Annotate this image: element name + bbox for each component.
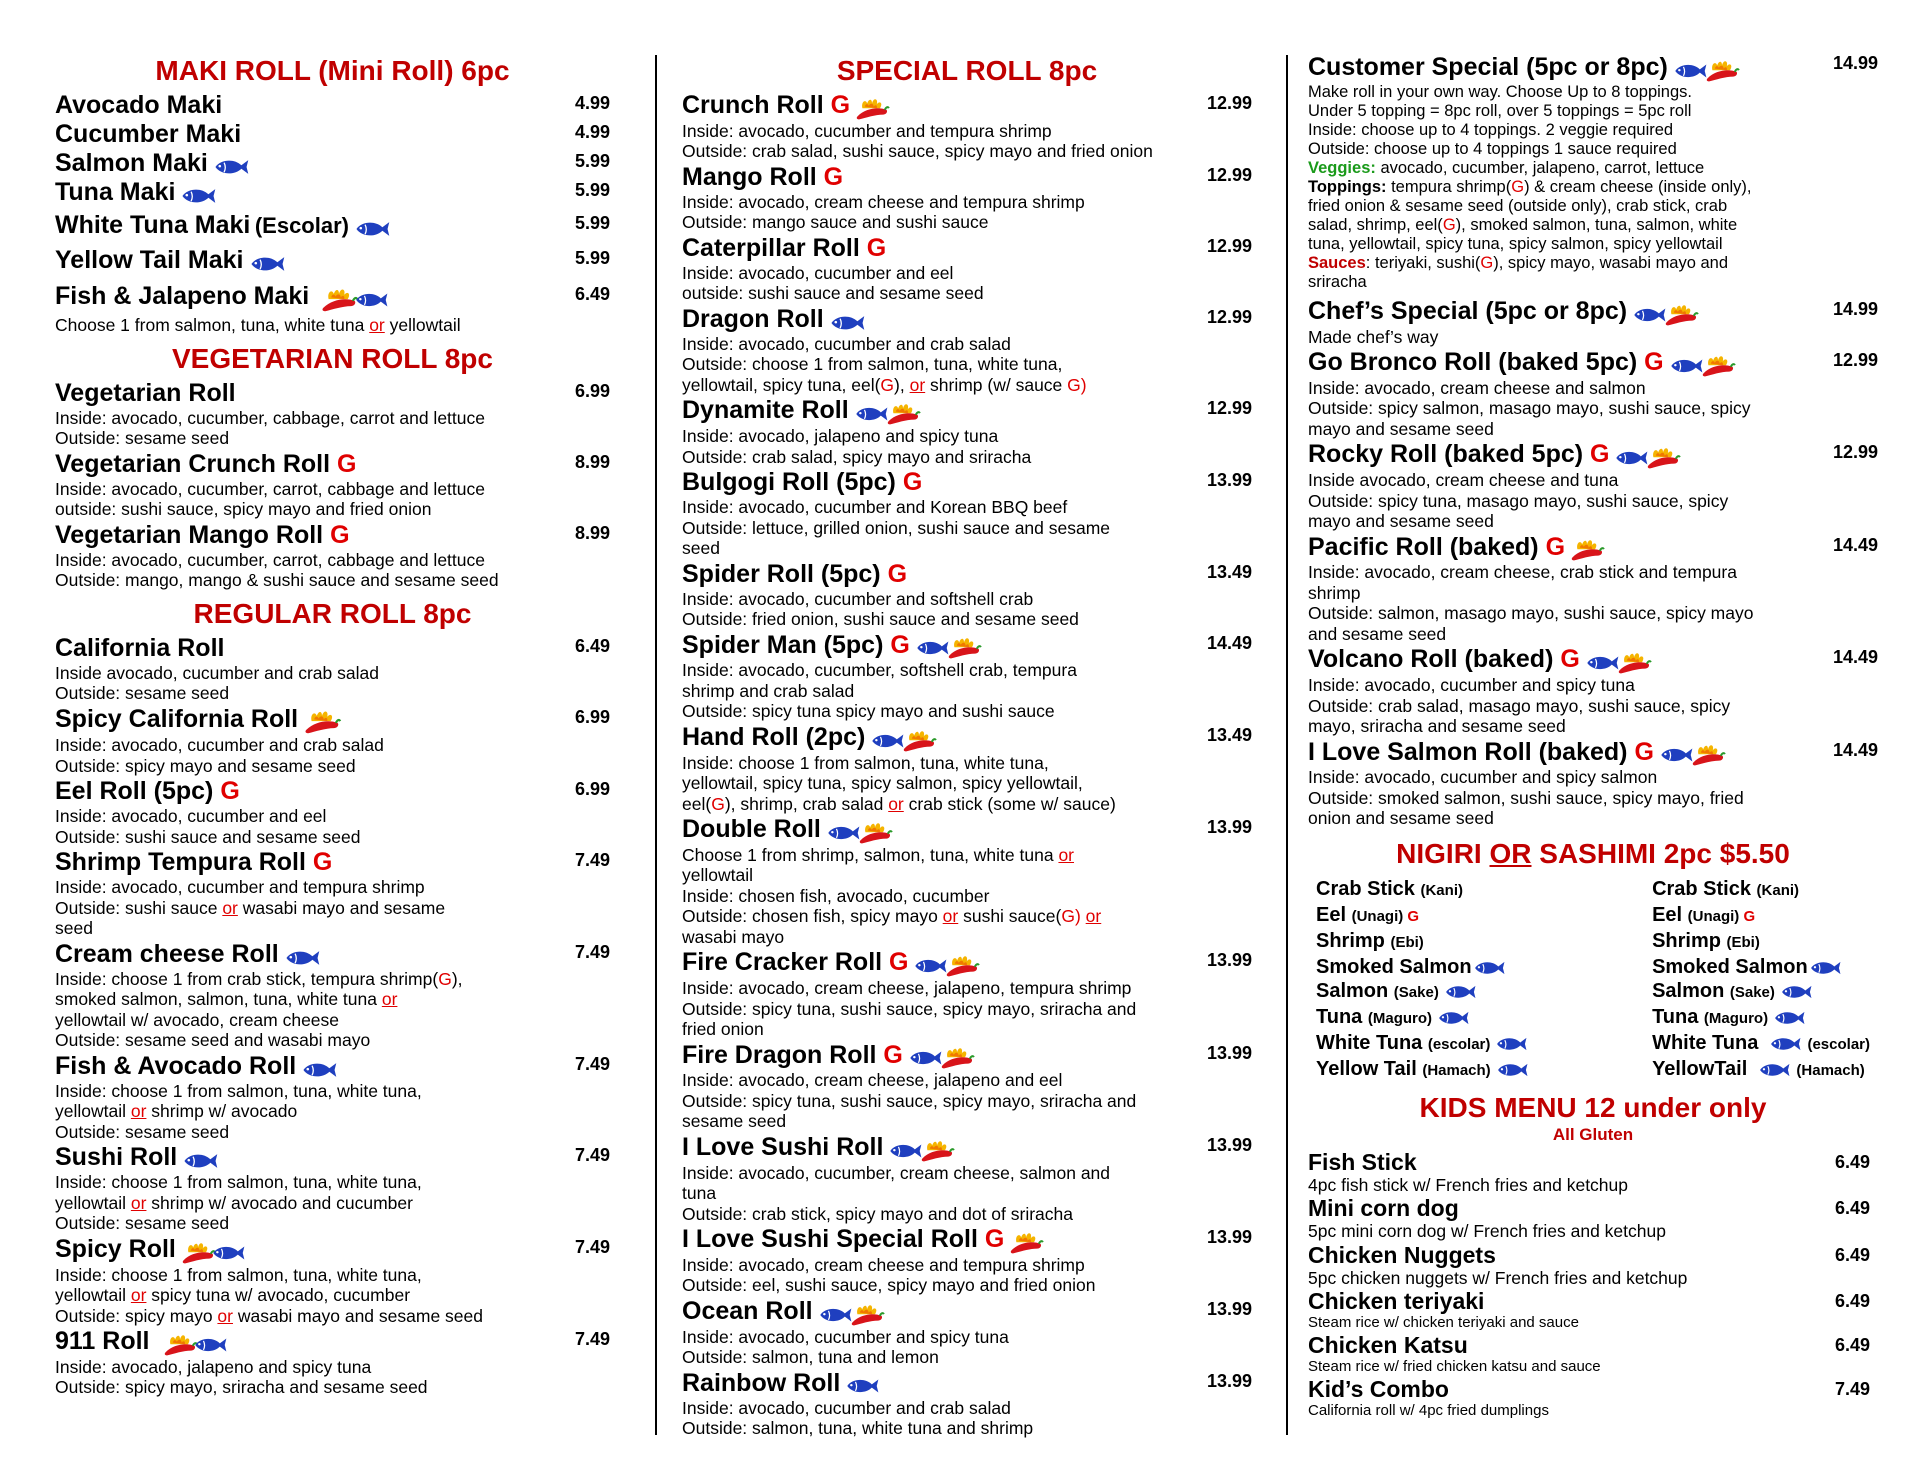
- menu-item-spider-roll[interactable]: Spider Roll (5pc) G 13.49 Inside: avocado, cucumber and softshell crab Outside: fried onion, sushi sauce and sesame seed: [682, 559, 1252, 630]
- column-right: [1308, 52, 1878, 1420]
- menu-item-cucumber-maki[interactable]: Cucumber Maki 4.99: [55, 120, 610, 148]
- menu-item-california-roll[interactable]: California Roll 6.49 Inside avocado, cucumber and crab salad Outside: sesame seed: [55, 633, 610, 703]
- pepper-icon: [1569, 538, 1605, 562]
- menu-item-mini-corn-dog[interactable]: Mini corn dog 6.49 5pc mini corn dog w/ French fries and ketchup: [1308, 1195, 1870, 1242]
- nigiri-item[interactable]: Salmon (Sake): [1652, 979, 1870, 1005]
- nigiri-item[interactable]: Eel (Unagi) G: [1652, 903, 1756, 926]
- column-left: [55, 52, 610, 1398]
- price: 13.99: [1206, 817, 1252, 838]
- gluten-marker: G: [883, 1040, 903, 1069]
- fish-icon: [828, 313, 866, 333]
- menu-item-kids-combo[interactable]: Kid’s Combo 7.49 California roll w/ 4pc fried dumplings: [1308, 1376, 1870, 1420]
- price: 8.99: [574, 451, 610, 472]
- menu-item-shrimp-tempura-roll[interactable]: Shrimp Tempura Roll G 7.49 Inside: avocado, cucumber and tempura shrimp Outside: sushi sauce or wasabi mayo and sesame seed: [55, 848, 610, 939]
- fish-icon: [248, 254, 286, 274]
- fish-icon: [1631, 305, 1667, 325]
- nigiri-item[interactable]: White Tuna (escolar): [1652, 1031, 1870, 1054]
- fish-icon: [1772, 1009, 1806, 1027]
- menu-item-customer-special[interactable]: Customer Special (5pc or 8pc) 14.99 Make roll in your own way. Choose Up to 8 toppings. Under 5 topping = 8pc roll, over 5 toppings = 5pc roll Inside: choose up to 4 toppings. 2 veggie required Outside: choose up to 4 toppings 1 sauce required Veggies: avocado, cucumber, jalapeno, carrot, lettuce Toppings: tempura shrimp(G) & cream cheese (inside only), fried onion & sesame seed (outside only), crab stick, crab salad, shrimp, eel(G), smoked salmon, tuna, salmon, white tuna, yellowtail, spicy tuna, spicy salmon, spicy yellowtail Sauces: teriyaki, sushi(G), spicy mayo, wasabi mayo and sriracha: [1308, 53, 1878, 291]
- price: 6.49: [1834, 1335, 1870, 1356]
- pepper-icon: [944, 954, 980, 978]
- nigiri-column-right: [1652, 877, 1870, 1083]
- menu-item-vegetarian-crunch-roll[interactable]: Vegetarian Crunch Roll G 8.99 Inside: avocado, cucumber, carrot, cabbage and lettuce outside: sushi sauce, spicy mayo and fried onion: [55, 449, 610, 519]
- nigiri-item[interactable]: Shrimp (Ebi): [1316, 929, 1424, 952]
- maki-note: Choose 1 from salmon, tuna, white tuna or yellowtail: [55, 315, 461, 335]
- price: 4.99: [574, 122, 610, 142]
- price: 13.99: [1206, 1134, 1252, 1155]
- price: 13.99: [1206, 1227, 1252, 1248]
- pepper-icon: [1645, 446, 1681, 470]
- menu-item-dynamite-roll[interactable]: Dynamite Roll 12.99 Inside: avocado, jalapeno and spicy tuna Outside: crab salad, spicy mayo and sriracha: [682, 396, 1252, 467]
- menu-item-spider-man[interactable]: Spider Man (5pc) G 14.49 Inside: avocado, cucumber, softshell crab, tempura shrimp and crab salad Outside: spicy tuna spicy mayo and sushi sauce: [682, 630, 1252, 722]
- gluten-marker: G: [984, 1225, 1005, 1254]
- menu-item-hand-roll[interactable]: Hand Roll (2pc) 13.49 Inside: choose 1 from salmon, tuna, white tuna, yellowtail, spicy tuna, spicy salmon, spicy yellowtail, eel(G), shrimp, crab salad or crab stick (some w/ sauce): [682, 722, 1252, 814]
- price: 6.99: [574, 779, 610, 800]
- fish-icon: [853, 404, 889, 424]
- fish-icon: [1672, 61, 1708, 81]
- nigiri-item[interactable]: Smoked Salmon: [1652, 955, 1870, 979]
- price: 6.99: [574, 380, 610, 401]
- menu-item-double-roll[interactable]: Double Roll 13.99 Choose 1 from shrimp, salmon, tuna, white tuna or yellowtail Inside: chosen fish, avocado, cucumber Outside: chosen fish, spicy mayo or sushi sauce(G) or wasabi mayo: [682, 815, 1252, 947]
- menu-item-spicy-california-roll[interactable]: Spicy California Roll 6.99 Inside: avocado, cucumber and crab salad Outside: spicy mayo and sesame seed: [55, 704, 610, 776]
- pepper-icon: [854, 97, 890, 121]
- menu-item-fish-jalapeno-maki[interactable]: Fish & Jalapeno Maki 6.49: [55, 281, 610, 315]
- fish-icon: [844, 1376, 880, 1396]
- menu-item-i-love-salmon-roll[interactable]: I Love Salmon Roll (baked) G 14.49 Inside: avocado, cucumber and spicy salmon Outside: smoked salmon, sushi sauce, spicy mayo, fried onion and sesame seed: [1308, 737, 1878, 829]
- menu-item-yellow-tail-maki[interactable]: Yellow Tail Maki 5.99: [55, 246, 610, 274]
- price: 4.99: [574, 93, 610, 113]
- menu-item-white-tuna-maki[interactable]: White Tuna Maki (Escolar) 5.99: [55, 211, 610, 239]
- menu-item-crunch-roll[interactable]: Crunch Roll G 12.99 Inside: avocado, cucumber and tempura shrimp Outside: crab salad, sushi sauce, spicy mayo and fried onion: [682, 91, 1252, 162]
- menu-item-chicken-teriyaki[interactable]: Chicken teriyaki 6.49 Steam rice w/ chicken teriyaki and sauce: [1308, 1288, 1870, 1332]
- nigiri-item[interactable]: Tuna (Maguro): [1652, 1005, 1870, 1031]
- price: 12.99: [1206, 93, 1252, 113]
- pepper-icon: [1704, 59, 1740, 83]
- fish-icon: [912, 956, 948, 976]
- price: 5.99: [574, 248, 610, 268]
- menu-item-vegetarian-roll[interactable]: Vegetarian Roll 6.99 Inside: avocado, cucumber, cabbage, carrot and lettuce Outside: sesame seed: [55, 378, 610, 448]
- kids-section-title: KIDS MENU 12 under only: [1419, 1091, 1767, 1123]
- price: 6.49: [1834, 1151, 1870, 1172]
- fish-icon: [283, 948, 321, 968]
- fish-icon: [1495, 1061, 1529, 1079]
- gluten-marker: G: [887, 559, 908, 588]
- fish-icon: [1668, 356, 1704, 376]
- fish-icon: [192, 1335, 228, 1355]
- fish-icon: [907, 1048, 943, 1068]
- price: 12.99: [1206, 398, 1252, 419]
- special-section-title: SPECIAL ROLL 8pc: [836, 55, 1098, 86]
- price: 13.99: [1206, 1298, 1252, 1319]
- price: 13.99: [1206, 950, 1252, 971]
- price: 14.99: [1832, 298, 1878, 319]
- menu-item-fish-avocado-roll[interactable]: Fish & Avocado Roll 7.49 Inside: choose 1 from salmon, tuna, white tuna, yellowtail or shrimp w/ avocado Outside: sesame seed: [55, 1051, 610, 1142]
- pepper-icon: [885, 402, 921, 426]
- price: 6.49: [1834, 1198, 1870, 1219]
- price: 14.49: [1832, 647, 1878, 668]
- price: 14.49: [1832, 739, 1878, 760]
- pepper-icon: [1690, 743, 1726, 767]
- price: 7.49: [574, 1329, 610, 1350]
- fish-icon: [1779, 983, 1813, 1001]
- nigiri-list: [1308, 873, 1878, 1083]
- price: 7.49: [574, 1145, 610, 1166]
- kids-section-subtitle: All Gluten: [1552, 1124, 1634, 1144]
- column-middle: [682, 52, 1252, 1439]
- price: 5.99: [574, 151, 610, 171]
- menu-item-chicken-nuggets[interactable]: Chicken Nuggets 6.49 5pc chicken nuggets w/ French fries and ketchup: [1308, 1241, 1870, 1288]
- nigiri-section-title: NIGIRI OR SASHIMI 2pc $5.50: [1396, 837, 1790, 869]
- gluten-marker: G: [1590, 440, 1610, 469]
- price: 6.49: [1834, 1244, 1870, 1265]
- price: 12.99: [1832, 442, 1878, 463]
- fish-icon: [1584, 653, 1620, 673]
- menu-item-chicken-katsu[interactable]: Chicken Katsu 6.49 Steam rice w/ fried chicken katsu and sauce: [1308, 1332, 1870, 1376]
- gluten-marker: G: [220, 777, 240, 806]
- gluten-marker: G: [1545, 532, 1566, 561]
- menu-item-caterpillar-roll[interactable]: Caterpillar Roll G 12.99 Inside: avocado, cucumber and eel outside: sushi sauce and sesame seed: [682, 233, 1252, 304]
- price: 13.49: [1206, 724, 1252, 745]
- menu-item-ocean-roll[interactable]: Ocean Roll 13.99 Inside: avocado, cucumber and spicy tuna Outside: salmon, tuna and lemon: [682, 1296, 1252, 1368]
- price: 13.99: [1206, 1042, 1252, 1063]
- nigiri-item[interactable]: Shrimp (Ebi): [1652, 929, 1760, 952]
- fish-icon: [1658, 745, 1694, 765]
- pepper-icon: [1700, 354, 1736, 378]
- pepper-icon: [1616, 651, 1652, 675]
- fish-icon: [1808, 959, 1842, 977]
- nigiri-item[interactable]: Yellow Tail (Hamach): [1316, 1057, 1529, 1083]
- fish-icon: [1436, 1009, 1470, 1027]
- fish-icon: [179, 186, 217, 206]
- price: 7.49: [574, 850, 610, 871]
- gluten-marker: G: [890, 630, 910, 659]
- menu-item-fire-cracker-roll[interactable]: Fire Cracker Roll G 13.99 Inside: avocado, cream cheese, jalapeno, tempura shrimp Outside: spicy tuna, sushi sauce, spicy mayo, sriracha and fried onion: [682, 948, 1252, 1040]
- gluten-marker: G: [1560, 645, 1580, 674]
- price: 6.99: [574, 706, 610, 727]
- fish-icon: [1494, 1035, 1528, 1053]
- pepper-icon: [849, 1303, 885, 1327]
- price: 6.49: [574, 284, 610, 304]
- gluten-marker: G: [312, 848, 333, 877]
- price: 6.49: [574, 635, 610, 656]
- nigiri-item[interactable]: Crab Stick (Kani): [1316, 877, 1463, 900]
- fish-icon: [212, 157, 250, 177]
- menu-item-rainbow-roll[interactable]: Rainbow Roll 13.99 Inside: avocado, cucumber and crab salad Outside: salmon, tuna, white tuna and shrimp: [682, 1368, 1252, 1439]
- menu-item-sushi-roll[interactable]: Sushi Roll 7.49 Inside: choose 1 from salmon, tuna, white tuna, yellowtail or shrimp w/ avocado and cucumber Outside: sesame seed: [55, 1143, 610, 1234]
- gluten-marker: G: [1644, 348, 1664, 377]
- price: 6.49: [1834, 1291, 1870, 1312]
- gluten-marker: G: [866, 233, 887, 262]
- price: 7.49: [574, 1236, 610, 1257]
- column-divider-right: [1286, 55, 1288, 1435]
- pepper-icon: [901, 729, 937, 753]
- menu-item-i-love-sushi-special-roll[interactable]: I Love Sushi Special Roll G 13.99 Inside: avocado, cream cheese and tempura shrimp Outside: eel, sushi sauce, spicy mayo and fried onion: [682, 1225, 1252, 1296]
- fish-icon: [817, 1305, 853, 1325]
- regular-section-title: REGULAR ROLL 8pc: [193, 597, 472, 629]
- price: 13.99: [1206, 1370, 1252, 1391]
- price: 14.99: [1832, 53, 1878, 73]
- gluten-marker: G: [830, 91, 851, 119]
- pepper-icon: [939, 1046, 975, 1070]
- pepper-icon: [946, 636, 982, 660]
- pepper-icon: [1008, 1231, 1044, 1255]
- gluten-marker: G: [1634, 737, 1654, 766]
- pepper-icon: [919, 1139, 955, 1163]
- menu-item-dragon-roll[interactable]: Dragon Roll 12.99 Inside: avocado, cucumber and crab salad Outside: choose 1 from salmon, tuna, white tuna, yellowtail, spicy tuna, eel(G), or shrimp (w/ sauce G): [682, 304, 1252, 395]
- gluten-marker: G: [902, 468, 923, 497]
- nigiri-item[interactable]: Smoked Salmon: [1316, 955, 1529, 979]
- price: 14.49: [1206, 632, 1252, 653]
- fish-icon: [1472, 959, 1506, 977]
- price: 5.99: [574, 213, 610, 233]
- menu-item-chefs-special[interactable]: Chef’s Special (5pc or 8pc) 14.99 Made chef’s way: [1308, 296, 1878, 347]
- menu-item-rocky-roll[interactable]: Rocky Roll (baked 5pc) G 12.99 Inside avocado, cream cheese and tuna Outside: spicy tuna, masago mayo, sushi sauce, spicy mayo and sesame seed: [1308, 440, 1878, 532]
- price: 14.49: [1832, 534, 1878, 555]
- price: 7.49: [574, 941, 610, 962]
- fish-icon: [869, 731, 905, 751]
- nigiri-item[interactable]: Salmon (Sake): [1316, 979, 1529, 1005]
- pepper-icon: [1663, 303, 1699, 327]
- fish-icon: [210, 1243, 246, 1263]
- price: 7.49: [1834, 1379, 1870, 1400]
- maki-section-title: MAKI ROLL (Mini Roll) 6pc: [155, 55, 510, 86]
- vegetarian-section-title: VEGETARIAN ROLL 8pc: [171, 342, 493, 374]
- price: 12.99: [1832, 350, 1878, 371]
- price: 5.99: [574, 180, 610, 200]
- gluten-marker: G: [337, 449, 357, 478]
- nigiri-item[interactable]: Crab Stick (Kani): [1652, 877, 1800, 900]
- nigiri-item[interactable]: Eel (Unagi) G: [1316, 903, 1420, 926]
- nigiri-column-left: [1316, 877, 1529, 1083]
- fish-icon: [1443, 983, 1477, 1001]
- pepper-icon: [857, 821, 893, 845]
- gluten-marker: G: [823, 162, 844, 191]
- fish-icon: [181, 1151, 219, 1171]
- menu-item-vegetarian-mango-roll[interactable]: Vegetarian Mango Roll G 8.99 Inside: avocado, cucumber, carrot, cabbage and lettuce Outside: mango, mango & sushi sauce and sesame seed: [55, 520, 610, 590]
- fish-icon: [887, 1141, 923, 1161]
- price: 13.99: [1206, 470, 1252, 491]
- nigiri-item[interactable]: White Tuna (escolar): [1316, 1031, 1529, 1057]
- menu-item-tuna-maki[interactable]: Tuna Maki 5.99: [55, 178, 610, 206]
- pepper-icon: [302, 709, 342, 735]
- fish-icon: [1757, 1061, 1791, 1079]
- fish-icon: [300, 1060, 338, 1080]
- price: 7.49: [574, 1053, 610, 1074]
- menu-item-spicy-roll[interactable]: Spicy Roll 7.49 Inside: choose 1 from salmon, tuna, white tuna, yellowtail or spicy tuna w/ avocado, cucumber Outside: spicy mayo or wasabi mayo and sesame seed: [55, 1234, 610, 1326]
- price: 13.49: [1206, 561, 1252, 582]
- column-divider-left: [655, 55, 657, 1435]
- gluten-marker: G: [330, 520, 350, 549]
- menu-item-911-roll[interactable]: 911 Roll 7.49 Inside: avocado, jalapeno and spicy tuna Outside: spicy mayo, sriracha and sesame seed: [55, 1327, 610, 1398]
- menu-item-i-love-sushi-roll[interactable]: I Love Sushi Roll 13.99 Inside: avocado, cucumber, cream cheese, salmon and tuna Outside: crab stick, spicy mayo and dot of sriracha: [682, 1132, 1252, 1224]
- price: 12.99: [1206, 235, 1252, 256]
- price: 12.99: [1206, 306, 1252, 327]
- price: 8.99: [574, 522, 610, 543]
- menu-item-salmon-maki[interactable]: Salmon Maki 5.99: [55, 149, 610, 177]
- menu-item-pacific-roll[interactable]: Pacific Roll (baked) G 14.49 Inside: avocado, cream cheese, crab stick and tempura shrimp Outside: salmon, masago mayo, sushi sauce, spicy mayo and sesame seed: [1308, 532, 1878, 644]
- price: 12.99: [1206, 164, 1252, 185]
- menu-item-avocado-maki[interactable]: Avocado Maki 4.99: [55, 91, 610, 119]
- menu-item-mango-roll[interactable]: Mango Roll G 12.99 Inside: avocado, cream cheese and tempura shrimp Outside: mango sauce and sushi sauce: [682, 162, 1252, 233]
- menu-item-fish-stick[interactable]: Fish Stick 6.49 4pc fish stick w/ French fries and ketchup: [1308, 1148, 1870, 1195]
- nigiri-item[interactable]: YellowTail (Hamach): [1652, 1057, 1865, 1080]
- menu-item-cream-cheese-roll[interactable]: Cream cheese Roll 7.49 Inside: choose 1 from crab stick, tempura shrimp(G), smoked salmon, salmon, tuna, white tuna or yellowtail w/ avocado, cream cheese Outside: sesame seed and wasabi mayo: [55, 939, 610, 1051]
- maki-list: [55, 90, 610, 336]
- fish-icon: [1768, 1035, 1802, 1053]
- fish-icon: [825, 823, 861, 843]
- fish-icon: [353, 290, 389, 310]
- menu-item-go-bronco-roll[interactable]: Go Bronco Roll (baked 5pc) G 12.99 Inside: avocado, cream cheese and salmon Outside: spicy salmon, masago mayo, sushi sauce, spicy mayo and sesame seed: [1308, 348, 1878, 439]
- fish-icon: [914, 638, 950, 658]
- menu-item-eel-roll[interactable]: Eel Roll (5pc) G 6.99 Inside: avocado, cucumber and eel Outside: sushi sauce and sesame seed: [55, 777, 610, 847]
- fish-icon: [1613, 448, 1649, 468]
- menu-item-volcano-roll[interactable]: Volcano Roll (baked) G 14.49 Inside: avocado, cucumber and spicy tuna Outside: crab salad, masago mayo, sushi sauce, spicy mayo, sriracha and sesame seed: [1308, 645, 1878, 737]
- nigiri-item[interactable]: Tuna (Maguro): [1316, 1005, 1529, 1031]
- fish-icon: [353, 219, 391, 239]
- gluten-marker: G: [889, 948, 909, 977]
- menu-item-fire-dragon-roll[interactable]: Fire Dragon Roll G 13.99 Inside: avocado, cream cheese, jalapeno and eel Outside: spicy tuna, sushi sauce, spicy mayo, sriracha and sesame seed: [682, 1040, 1252, 1132]
- menu-item-bulgogi-roll[interactable]: Bulgogi Roll (5pc) G 13.99 Inside: avocado, cucumber and Korean BBQ beef Outside: lettuce, grilled onion, sushi sauce and sesame seed: [682, 468, 1252, 559]
